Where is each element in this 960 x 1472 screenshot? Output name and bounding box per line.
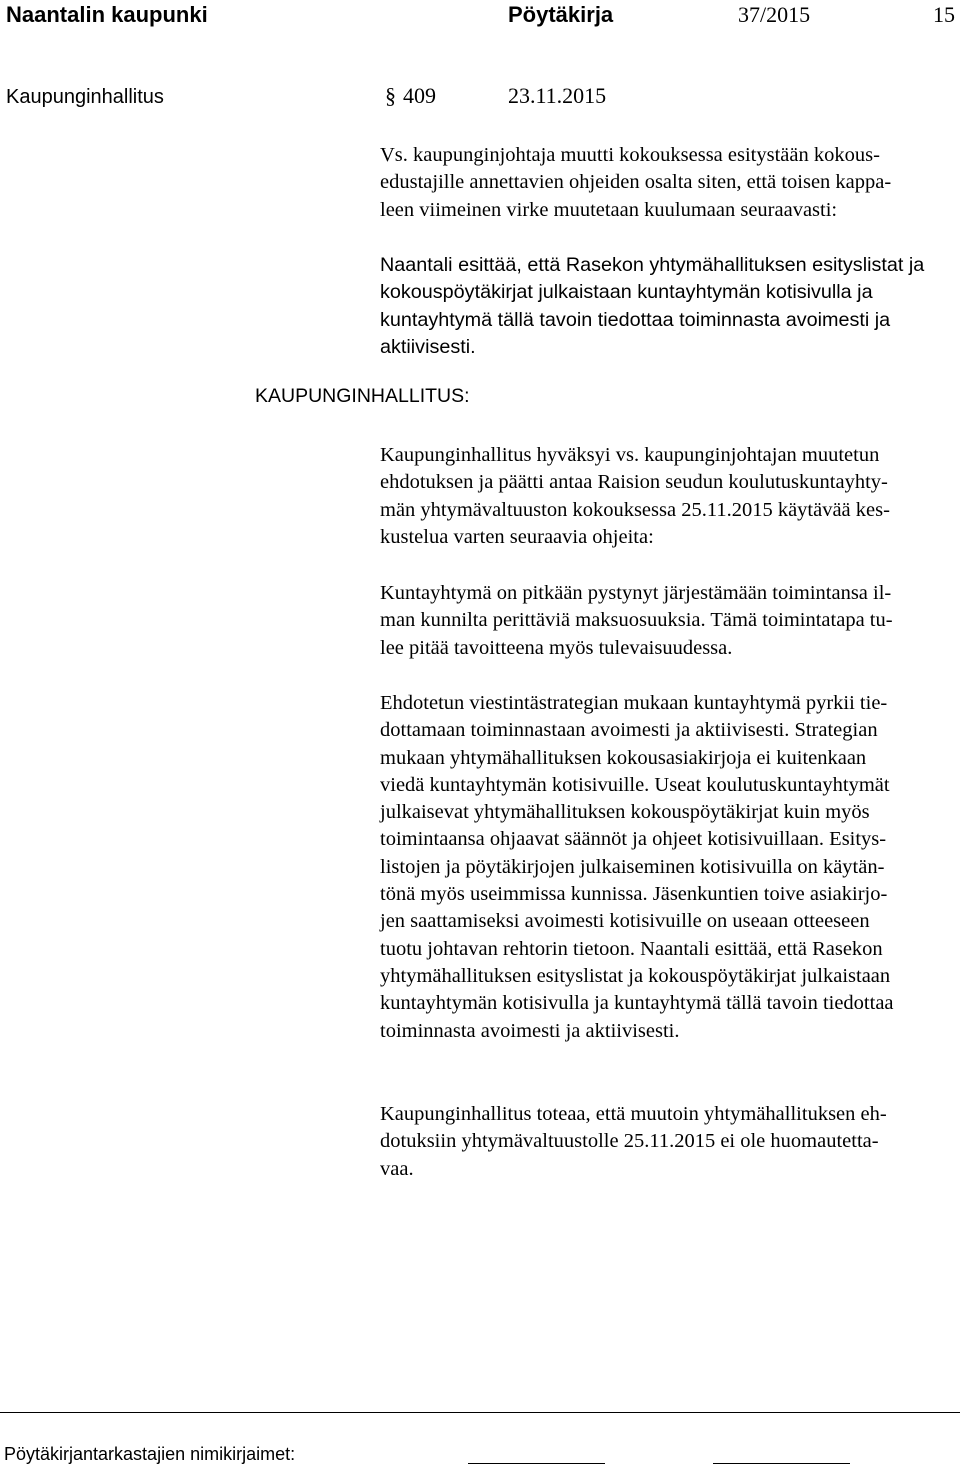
intro-paragraph bbox=[380, 142, 955, 224]
text-line: toimintaansa ohjaavat säännöt ja ohjeet kotisivuillaan. Esitys- bbox=[380, 828, 887, 851]
text-line: aktiivisesti. bbox=[380, 335, 476, 358]
text-line: julkaisevat yhtymähallituksen kokouspöytäkirjat kuin myös bbox=[380, 801, 870, 824]
text-line: toiminnasta avoimesti ja aktiivisesti. bbox=[380, 1019, 680, 1042]
text-line: kustelua varten seuraavia ohjeita: bbox=[380, 525, 654, 548]
meeting-date: 23.11.2015 bbox=[508, 83, 607, 108]
instruction-paragraph-3 bbox=[380, 1101, 955, 1183]
text-line: listojen ja pöytäkirjojen julkaiseminen kotisivuilla on käytän- bbox=[380, 855, 885, 878]
city-name: Naantalin kaupunki bbox=[6, 2, 208, 27]
quoted-paragraph bbox=[380, 252, 955, 361]
text-line: kokouspöytäkirjat julkaistaan kuntayhtymän kotisivulla ja bbox=[380, 281, 873, 304]
text-line: dotuksiin yhtymävaltuustolle 25.11.2015 ei ole huomautetta- bbox=[380, 1130, 879, 1153]
instruction-paragraph-1 bbox=[380, 580, 955, 662]
text-line: män yhtymävaltuuston kokouksessa 25.11.2015 käytävää kes- bbox=[380, 498, 890, 521]
signatures-label: Pöytäkirjantarkastajien nimikirjaimet: bbox=[4, 1444, 296, 1464]
decision-paragraph bbox=[380, 442, 955, 551]
text-line: mukaan yhtymähallituksen kokousasiakirjoja ei kuitenkaan bbox=[380, 746, 867, 769]
text-line: Vs. kaupunginjohtaja muutti kokouksessa esitystään kokous- bbox=[380, 144, 880, 166]
text-line: jen saattamiseksi avoimesti kotisivuille on useaan otteeseen bbox=[380, 910, 870, 933]
instruction-paragraph-2 bbox=[380, 690, 955, 1045]
body-name: Kaupunginhallitus bbox=[6, 86, 164, 108]
signature-line bbox=[713, 1463, 850, 1464]
text-line: leen viimeinen virke muutetaan kuulumaan seuraavasti: bbox=[380, 198, 838, 221]
section-number: 409 bbox=[403, 83, 436, 108]
text-line: ehdotuksen ja päätti antaa Raision seudun koulutuskuntayhty- bbox=[380, 471, 888, 494]
text-line: Kuntayhtymä on pitkään pystynyt järjestämään toimintansa il- bbox=[380, 582, 892, 604]
text-line: kuntayhtymän kotisivulla ja kuntayhtymä tällä tavoin tiedottaa bbox=[380, 992, 894, 1015]
text-line: dottamaan toiminnastaan avoimesti ja aktiivisesti. Strategian bbox=[380, 719, 878, 742]
footer-divider bbox=[0, 1412, 960, 1413]
text-line: tönä myös useimmissa kunnissa. Jäsenkuntien toive asiakirjo- bbox=[380, 883, 888, 906]
page-number: 15 bbox=[933, 2, 955, 27]
side-heading: KAUPUNGINHALLITUS: bbox=[255, 385, 470, 407]
text-line: Naantali esittää, että Rasekon yhtymähallituksen esityslistat ja bbox=[380, 254, 925, 276]
text-line: man kunnilta perittäviä maksuosuuksia. Tämä toimintatapa tu- bbox=[380, 609, 893, 632]
document-number: 37/2015 bbox=[738, 2, 811, 27]
text-line: lee pitää tavoitteena myös tulevaisuudessa. bbox=[380, 636, 733, 659]
text-line: viedä kuntayhtymän kotisivuille. Useat koulutuskuntayhtymät bbox=[380, 773, 890, 796]
document-type: Pöytäkirja bbox=[508, 2, 614, 27]
text-line: edustajille annettavien ohjeiden osalta siten, että toisen kappa- bbox=[380, 171, 892, 194]
text-line: Kaupunginhallitus hyväksyi vs. kaupunginjohtajan muutetun bbox=[380, 444, 880, 466]
text-line: tuotu johtavan rehtorin tietoon. Naantali esittää, että Rasekon bbox=[380, 937, 883, 960]
text-line: kuntayhtymä tällä tavoin tiedottaa toiminnasta avoimesti ja bbox=[380, 308, 891, 331]
text-line: yhtymähallituksen esityslistat ja kokouspöytäkirjat julkaistaan bbox=[380, 964, 891, 987]
text-line: vaa. bbox=[380, 1157, 414, 1180]
signature-line bbox=[468, 1463, 605, 1464]
section-symbol: § bbox=[385, 83, 396, 108]
text-line: Kaupunginhallitus toteaa, että muutoin yhtymähallituksen eh- bbox=[380, 1103, 887, 1125]
text-line: Ehdotetun viestintästrategian mukaan kuntayhtymä pyrkii tie- bbox=[380, 692, 888, 714]
